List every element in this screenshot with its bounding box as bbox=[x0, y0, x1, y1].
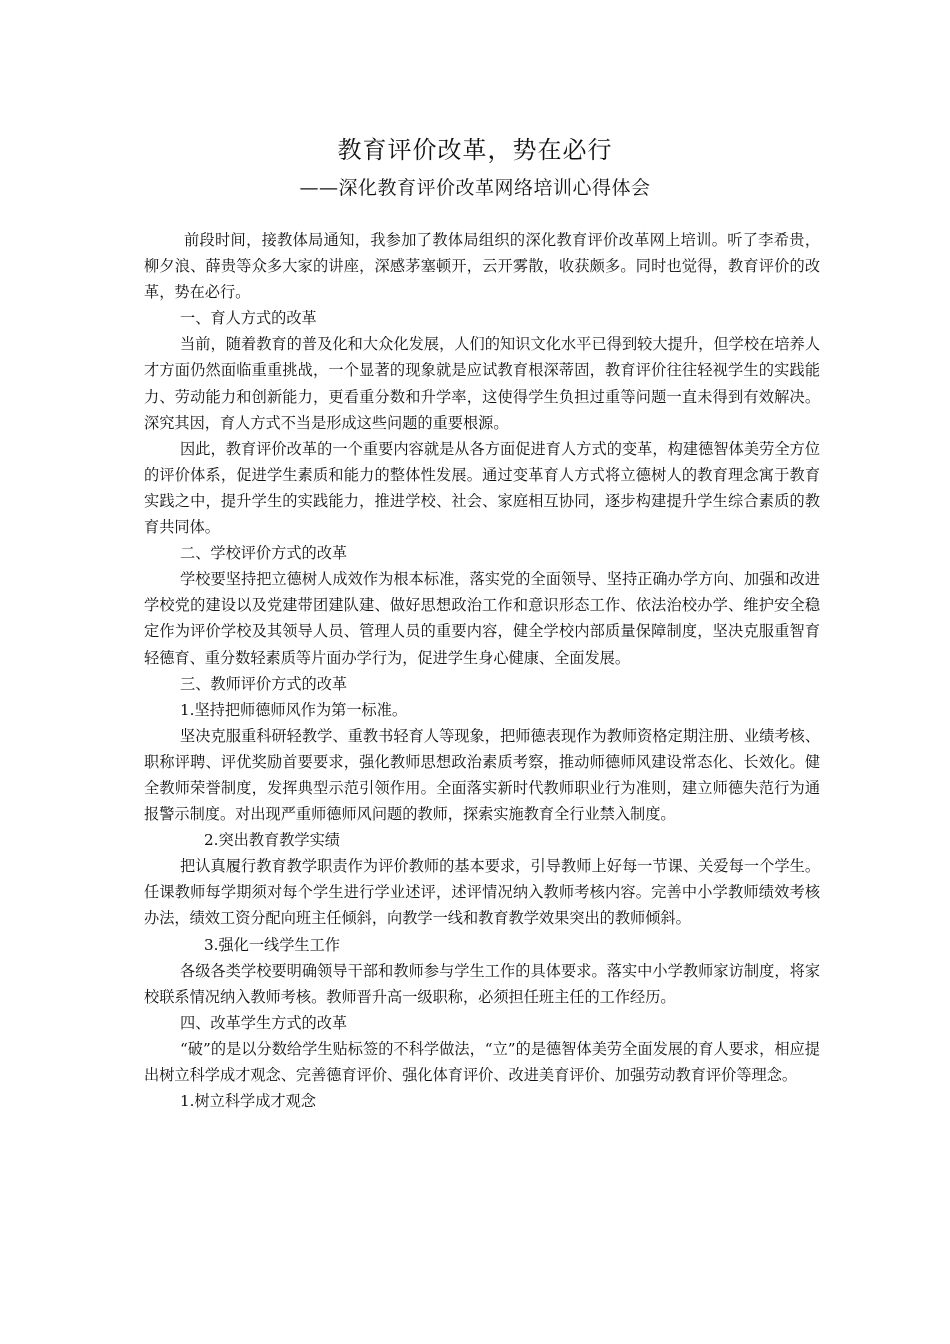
body-paragraph: 坚决克服重科研轻教学、重教书轻育人等现象，把师德表现作为教师资格定期注册、业绩考核、职称评聘、评优奖励首要要求，强化教师思想政治素质考察，推动师德师风建设常态化、长效化。健全教师荣誉制度，发挥典型示范引领作用。全面落实新时代教师职业行为准则，建立师德失范行为通报警示制度。对出现严重师德师风问题的教师，探索实施教育全行业禁入制度。 bbox=[144, 726, 820, 824]
section-heading-1: 一、育人方式的改革 bbox=[180, 309, 317, 328]
body-paragraph: 当前，随着教育的普及化和大众化发展，人们的知识文化水平已得到较大提升，但学校在培养人才方面仍然面临重重挑战，一个显著的现象就是应试教育根深蒂固，教育评价往往轻视学生的实践能力、劳动能力和创新能力，更看重分数和升学率，这使得学生负担过重等问题一直未得到有效解决。深究其因，育人方式不当是形成这些问题的重要根源。 bbox=[144, 335, 820, 432]
document-subtitle: ——深化教育评价改革网络培训心得体会 bbox=[299, 177, 651, 199]
document-body bbox=[144, 227, 820, 1114]
section-heading-3: 三、教师评价方式的改革 bbox=[180, 674, 348, 693]
body-paragraph: 把认真履行教育教学职责作为评价教师的基本要求，引导教师上好每一节课、关爱每一个学生。任课教师每学期须对每个学生进行学业述评，述评情况纳入教师考核内容。完善中小学教师绩效考核办法，绩效工资分配向班主任倾斜，向教学一线和教育教学效果突出的教师倾斜。 bbox=[144, 857, 820, 928]
sub-heading-3-2: 2.突出教育教学实绩 bbox=[204, 831, 340, 850]
body-paragraph: 各级各类学校要明确领导干部和教师参与学生工作的具体要求。落实中小学教师家访制度，将家校联系情况纳入教师考核。教师晋升高一级职称，必须担任班主任的工作经历。 bbox=[144, 961, 820, 1006]
section-heading-4: 四、改革学生方式的改革 bbox=[180, 1013, 348, 1032]
body-paragraph: “破”的是以分数给学生贴标签的不科学做法，“立”的是德智体美劳全面发展的育人要求，相应提出树立科学成才观念、完善德育评价、强化体育评价、改进美育评价、加强劳动教育评价等理念。 bbox=[144, 1039, 820, 1084]
intro-paragraph: 前段时间，接教体局通知，我参加了教体局组织的深化教育评价改革网上培训。听了李希贵，柳夕浪、薛贵等众多大家的讲座，深感茅塞顿开，云开雾散，收获颇多。同时也觉得，教育评价的改革，势在必行。 bbox=[144, 231, 820, 302]
sub-heading-3-1: 1.坚持把师德师风作为第一标准。 bbox=[180, 700, 408, 719]
body-paragraph: 因此，教育评价改革的一个重要内容就是从各方面促进育人方式的变革，构建德智体美劳全方位的评价体系，促进学生素质和能力的整体性发展。通过变革育人方式将立德树人的教育理念寓于教育实践之中，提升学生的实践能力，推进学校、社会、家庭相互协同，逐步构建提升学生综合素质的教育共同体。 bbox=[144, 439, 820, 537]
document-title: 教育评价改革，势在必行 bbox=[337, 136, 613, 164]
sub-heading-3-3: 3.强化一线学生工作 bbox=[204, 935, 340, 954]
section-heading-2: 二、学校评价方式的改革 bbox=[180, 544, 348, 563]
sub-heading-4-1: 1.树立科学成才观念 bbox=[180, 1092, 316, 1111]
body-paragraph: 学校要坚持把立德树人成效作为根本标准，落实党的全面领导、坚持正确办学方向、加强和改进学校党的建设以及党建带团建队建、做好思想政治工作和意识形态工作、依法治校办学、维护安全稳定作为评价学校及其领导人员、管理人员的重要内容，健全学校内部质量保障制度，坚决克服重智育轻德育、重分数轻素质等片面办学行为，促进学生身心健康、全面发展。 bbox=[144, 570, 820, 667]
